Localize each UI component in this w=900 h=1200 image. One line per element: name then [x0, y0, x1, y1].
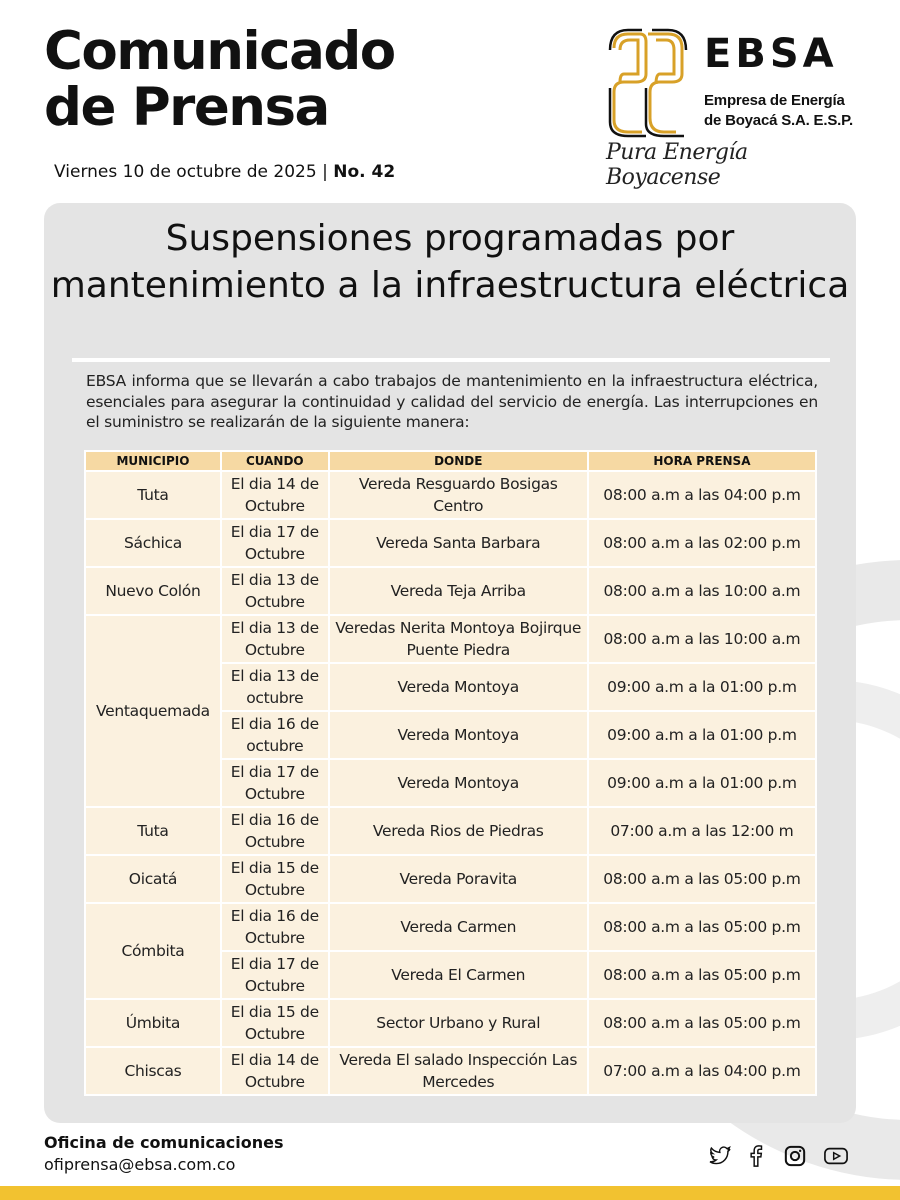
cell-cuando: El dia 14 de Octubre	[221, 1047, 329, 1095]
cell-municipio: Cómbita	[85, 903, 221, 999]
cell-hora: 08:00 a.m a las 10:00 a.m	[588, 567, 816, 615]
instagram-icon[interactable]	[781, 1142, 809, 1170]
announcement-card	[44, 203, 856, 1123]
cell-cuando: El dia 17 de Octubre	[221, 759, 329, 807]
cell-municipio: Nuevo Colón	[85, 567, 221, 615]
cell-hora: 09:00 a.m a la 01:00 p.m	[588, 711, 816, 759]
cell-donde: Vereda Santa Barbara	[329, 519, 588, 567]
cell-donde: Vereda Resguardo Bosigas Centro	[329, 471, 588, 519]
headline: Suspensiones programadas por mantenimiento a la infraestructura eléctrica	[50, 218, 850, 306]
cell-cuando: El dia 13 de Octubre	[221, 567, 329, 615]
cell-municipio: Úmbita	[85, 999, 221, 1047]
header-municipio: MUNICIPIO	[85, 451, 221, 471]
cell-cuando: El dia 15 de Octubre	[221, 999, 329, 1047]
cell-cuando: El dia 14 de Octubre	[221, 471, 329, 519]
logo-tagline: Pura Energía Boyacense	[606, 140, 748, 190]
cell-hora: 08:00 a.m a las 04:00 p.m	[588, 471, 816, 519]
headline-divider	[72, 358, 830, 362]
table-row	[85, 807, 816, 855]
page-title	[44, 21, 395, 138]
cell-cuando: El dia 13 de Octubre	[221, 615, 329, 663]
cell-cuando: El dia 15 de Octubre	[221, 855, 329, 903]
footer-accent-bar	[0, 1186, 900, 1200]
cell-donde: Vereda El Carmen	[329, 951, 588, 999]
cell-hora: 08:00 a.m a las 10:00 a.m	[588, 615, 816, 663]
ebsa-emblem-icon	[606, 28, 688, 138]
schedule-table	[84, 450, 817, 1096]
cell-donde: Vereda Rios de Piedras	[329, 807, 588, 855]
cell-cuando: El dia 16 de octubre	[221, 711, 329, 759]
header-donde: DONDE	[329, 451, 588, 471]
table-row	[85, 615, 816, 663]
cell-donde: Vereda Montoya	[329, 663, 588, 711]
logo-company-line-2: de Boyacá S.A. E.S.P.	[704, 112, 853, 129]
cell-cuando: El dia 17 de Octubre	[221, 519, 329, 567]
intro-paragraph: EBSA informa que se llevarán a cabo trabajos de mantenimiento en la infraestructura eléctrica, esenciales para asegurar la continuidad y calidad del servicio de energía. Las interrupciones en el suministro se realizarán de la siguiente manera:	[86, 372, 818, 431]
logo-brand-text: EBSA	[704, 31, 838, 77]
header-cuando: CUANDO	[221, 451, 329, 471]
table-row	[85, 1047, 816, 1095]
cell-donde: Vereda Carmen	[329, 903, 588, 951]
cell-donde: Vereda Montoya	[329, 711, 588, 759]
cell-donde: Vereda Teja Arriba	[329, 567, 588, 615]
cell-municipio: Oicatá	[85, 855, 221, 903]
table-header-row	[85, 451, 816, 471]
cell-donde: Vereda El salado Inspección Las Mercedes	[329, 1047, 588, 1095]
cell-cuando: El dia 16 de Octubre	[221, 903, 329, 951]
cell-cuando: El dia 17 de Octubre	[221, 951, 329, 999]
cell-cuando: El dia 13 de octubre	[221, 663, 329, 711]
cell-municipio: Ventaquemada	[85, 615, 221, 807]
title-line-1: Comunicado	[44, 21, 395, 82]
cell-hora: 08:00 a.m a las 05:00 p.m	[588, 951, 816, 999]
dateline-separator: |	[316, 162, 334, 182]
press-number: No. 42	[333, 162, 396, 182]
cell-municipio: Tuta	[85, 471, 221, 519]
title-line-2: de Prensa	[44, 77, 329, 138]
table-row	[85, 567, 816, 615]
press-date: Viernes 10 de octubre de 2025	[54, 162, 317, 182]
ebsa-logo	[606, 28, 866, 190]
cell-donde: Sector Urbano y Rural	[329, 999, 588, 1047]
footer-office: Oficina de comunicaciones	[44, 1133, 284, 1152]
table-row	[85, 903, 816, 951]
cell-donde: Vereda Montoya	[329, 759, 588, 807]
table-row	[85, 855, 816, 903]
twitter-icon[interactable]	[706, 1142, 734, 1170]
cell-municipio: Tuta	[85, 807, 221, 855]
cell-hora: 08:00 a.m a las 05:00 p.m	[588, 999, 816, 1047]
cell-donde: Vereda Poravita	[329, 855, 588, 903]
cell-hora: 09:00 a.m a la 01:00 p.m	[588, 663, 816, 711]
cell-cuando: El dia 16 de Octubre	[221, 807, 329, 855]
facebook-icon[interactable]	[742, 1142, 770, 1170]
cell-donde: Veredas Nerita Montoya Bojirque Puente Piedra	[329, 615, 588, 663]
cell-hora: 07:00 a.m a las 12:00 m	[588, 807, 816, 855]
table-row	[85, 471, 816, 519]
logo-company-line-1: Empresa de Energía	[704, 92, 845, 109]
youtube-icon[interactable]	[822, 1142, 850, 1170]
cell-hora: 07:00 a.m a las 04:00 p.m	[588, 1047, 816, 1095]
cell-hora: 09:00 a.m a la 01:00 p.m	[588, 759, 816, 807]
cell-municipio: Chiscas	[85, 1047, 221, 1095]
cell-hora: 08:00 a.m a las 05:00 p.m	[588, 903, 816, 951]
table-row	[85, 519, 816, 567]
dateline	[54, 162, 395, 182]
table-body	[85, 471, 816, 1095]
table-row	[85, 999, 816, 1047]
footer-email[interactable]: ofiprensa@ebsa.com.co	[44, 1155, 236, 1174]
header-hora: HORA PRENSA	[588, 451, 816, 471]
cell-hora: 08:00 a.m a las 05:00 p.m	[588, 855, 816, 903]
cell-municipio: Sáchica	[85, 519, 221, 567]
cell-hora: 08:00 a.m a las 02:00 p.m	[588, 519, 816, 567]
